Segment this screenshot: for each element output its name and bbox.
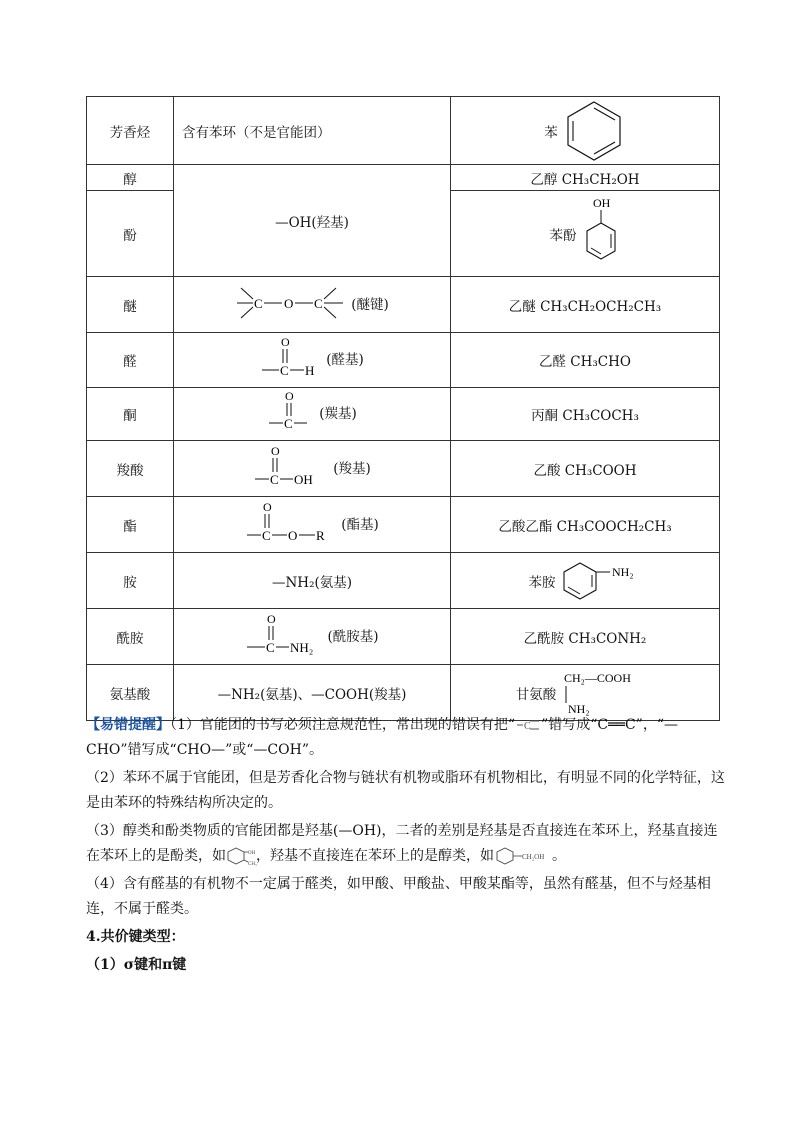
- ether-bond-structure: [235, 278, 347, 328]
- class-name-cell: 酰胺: [87, 609, 174, 665]
- svg-text:O: O: [267, 611, 277, 626]
- svg-text:C: C: [284, 416, 293, 431]
- note-paragraph-2: （2）苯环不属于官能团，但是芳香化合物与链状有机物或脂环有机物相比，有明显不同的化学特征，这是由苯环的特殊结构所决定的。: [86, 770, 725, 811]
- carboxyl-group-structure: [253, 442, 329, 492]
- ester-group-structure: [245, 498, 337, 548]
- svg-text:OH: OH: [592, 195, 610, 210]
- double-bond-symbol: [515, 718, 541, 732]
- class-name-cell: 氨基酸: [87, 665, 174, 721]
- table-row: [87, 441, 720, 497]
- benzene-ring-diagram: [562, 100, 626, 162]
- benzyl-alcohol-structure-small: [494, 846, 552, 866]
- example-cell: 乙醛 CH₃CHO: [451, 333, 720, 388]
- svg-text:O: O: [284, 295, 294, 311]
- table-row: [87, 609, 720, 665]
- note-paragraph-4: （4）含有醛基的有机物不一定属于醛类，如甲酸、甲酸盐、甲酸某酯等，虽然有醛基，但不与烃基相连，不属于醛类。: [86, 876, 711, 917]
- class-name-cell: 醇: [87, 165, 174, 191]
- svg-text:CH₂—COOH: CH₂—COOH: [564, 670, 632, 685]
- class-name-cell: 羧酸: [87, 441, 174, 497]
- svg-text:C: C: [262, 527, 271, 543]
- example-cell: 苯酚 OH: [451, 191, 720, 277]
- functional-group-cell: O C O R (酯基): [174, 497, 451, 553]
- example-cell: 乙醇 CH₃CH₂OH: [451, 165, 720, 191]
- table-row: [87, 165, 720, 191]
- svg-text:CH₃: CH₃: [248, 862, 257, 867]
- svg-text:OH: OH: [294, 471, 313, 487]
- class-name-cell: 酮: [87, 388, 174, 441]
- svg-text:NH₂: NH₂: [290, 639, 314, 655]
- functional-group-cell: —NH₂(氨基): [174, 553, 451, 609]
- glycine-structure: [560, 669, 654, 717]
- class-name-cell: 酯: [87, 497, 174, 553]
- note-paragraph-3: （3）醇类和酚类物质的官能团都是羟基(—OH)，二者的差别是羟基是否直接连在苯环上，羟基直接连在苯环上的是酚类，如 OH CH₃ ，羟基不直接连在苯环上的是醇类，如 CH₂OH 。: [86, 823, 718, 867]
- svg-text:O: O: [285, 389, 294, 403]
- notes-section: [86, 713, 726, 978]
- svg-text:CH₂OH: CH₂OH: [522, 853, 545, 861]
- svg-text:O: O: [281, 335, 290, 349]
- svg-text:NH₂: NH₂: [611, 564, 634, 579]
- svg-text:H: H: [305, 363, 315, 378]
- svg-text:O: O: [288, 527, 298, 543]
- svg-text:R: R: [316, 527, 325, 543]
- svg-text:C: C: [280, 363, 289, 378]
- svg-text:NH₂: NH₂: [568, 701, 590, 716]
- class-name-cell: 酚: [87, 191, 174, 277]
- svg-text:C: C: [266, 639, 276, 655]
- class-name-cell: 醚: [87, 277, 174, 333]
- class-name-cell: 芳香烃: [87, 97, 174, 165]
- svg-text:OH: OH: [248, 851, 256, 856]
- functional-group-cell: O C NH₂ (酰胺基): [174, 609, 451, 665]
- example-cell: 苯: [451, 97, 720, 165]
- functional-group-cell: O C (羰基): [174, 388, 451, 441]
- example-cell: 乙酰胺 CH₃CONH₂: [451, 609, 720, 665]
- class-name-cell: 胺: [87, 553, 174, 609]
- functional-group-cell: 含有苯环（不是官能团）: [174, 97, 451, 165]
- table-row: [87, 277, 720, 333]
- example-cell: 乙酸 CH₃COOH: [451, 441, 720, 497]
- functional-group-cell: —NH₂(氨基)、—COOH(羧基): [174, 665, 451, 721]
- table-row: [87, 553, 720, 609]
- aniline-structure: [560, 557, 642, 605]
- section-heading: 4.共价键类型：: [86, 929, 185, 945]
- amide-group-structure: [245, 610, 323, 660]
- svg-text:C: C: [254, 295, 263, 311]
- functional-group-cell: C O C (醚键): [174, 277, 451, 333]
- note-paragraph-1: 【易错提醒】（1）官能团的书写必须注意规范性，常出现的错误有把“ C ”错写成“C══C”，“—CHO”错写成“CHO—”或“—COH”。: [86, 717, 678, 758]
- svg-text:O: O: [263, 499, 272, 514]
- example-cell: 丙酮 CH₃COCH₃: [451, 388, 720, 441]
- table-row: [87, 97, 720, 165]
- cresol-structure-small: [226, 846, 256, 866]
- svg-text:C: C: [524, 721, 531, 732]
- functional-group-table: [86, 96, 720, 721]
- example-cell: 乙酸乙酯 CH₃COOCH₂CH₃: [451, 497, 720, 553]
- example-cell: 苯胺 NH₂: [451, 553, 720, 609]
- table-row: [87, 388, 720, 441]
- table-row: [87, 333, 720, 388]
- subsection-heading: （1）σ键和π键: [86, 957, 187, 973]
- example-cell: 乙醚 CH₃CH₂OCH₂CH₃: [451, 277, 720, 333]
- table-row: [87, 497, 720, 553]
- functional-group-cell: O C OH (羧基): [174, 441, 451, 497]
- carbonyl-group-structure: [267, 388, 315, 436]
- svg-text:C: C: [314, 295, 323, 311]
- example-cell: 甘氨酸 CH₂—COOH NH₂: [451, 665, 720, 721]
- functional-group-cell: —OH(羟基): [174, 165, 451, 277]
- svg-text:O: O: [271, 443, 280, 458]
- phenol-structure: [581, 195, 621, 273]
- functional-group-cell: O C H (醛基): [174, 333, 451, 388]
- class-name-cell: 醛: [87, 333, 174, 388]
- aldehyde-group-structure: [260, 333, 322, 383]
- svg-text:C: C: [270, 471, 279, 487]
